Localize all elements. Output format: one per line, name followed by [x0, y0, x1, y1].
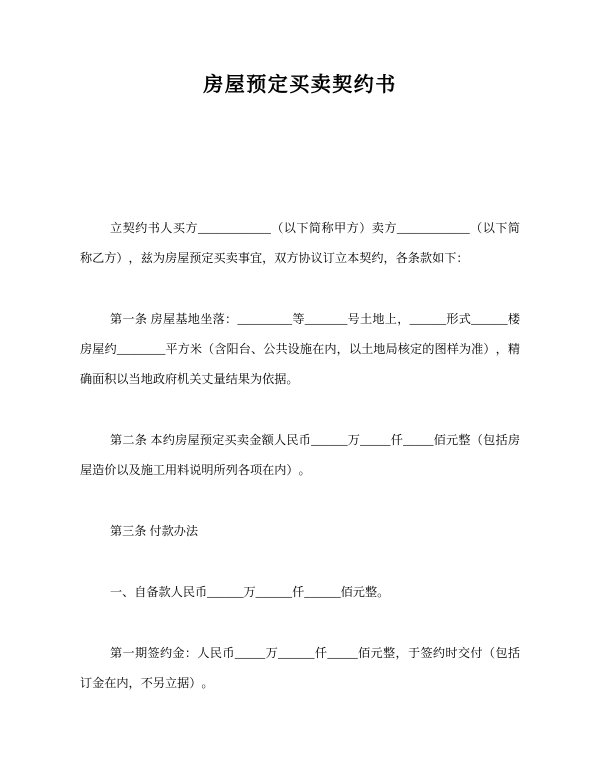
document-body [80, 213, 520, 729]
article-3-payment-method: 第三条 付款办法 [110, 524, 199, 538]
document-title: 房屋预定买卖契约书 [203, 74, 397, 96]
article-1-property-location: 第一条 房屋基地坐落：_________等_______号土地上，______形式______楼房屋约________平方米（含阳台、公共设施在内，以土地局核定的图样为准），精确面积以当地政府机关丈量结果为依据。 [80, 312, 520, 386]
payment-item-down-payment: 一、自备款人民币______万______仟______佰元整。 [110, 585, 390, 599]
payment-first-installment: 第一期签约金：人民币_____万______仟_____佰元整，于签约时交付（包括订金在内，不另立据）。 [80, 646, 520, 690]
contract-intro: 立契约书人买方____________（以下简称甲方）卖方____________（以下简称乙方），兹为房屋预定买卖事宜，双方协议订立本契约，各条款如下： [80, 221, 520, 265]
article-2-price: 第二条 本约房屋预定买卖金额人民币______万_____仟_____佰元整（包括房屋造价以及施工用料说明所列各项在内）。 [80, 433, 520, 477]
